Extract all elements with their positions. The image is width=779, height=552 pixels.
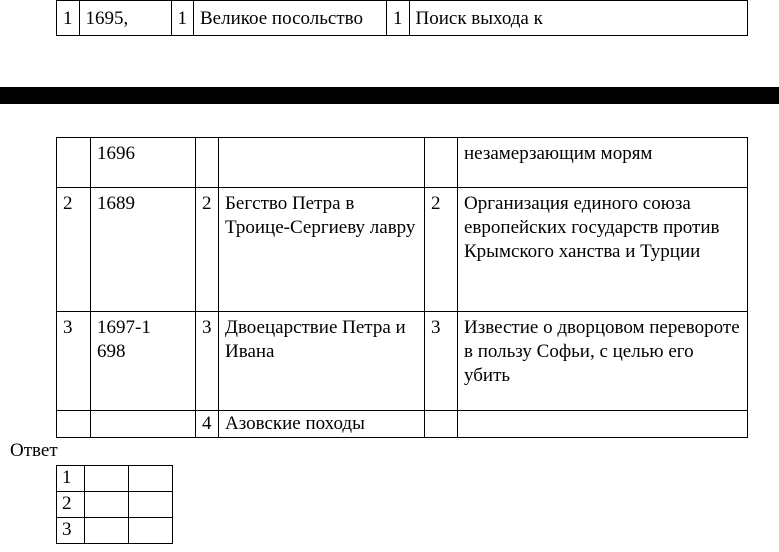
event-cell: Азовские походы <box>219 411 425 438</box>
event-number-cell: 1 <box>171 1 194 36</box>
answer-table <box>56 465 173 544</box>
event-cell: Двоецарствие Петра и Ивана <box>219 312 425 411</box>
answer-label: Ответ <box>10 440 58 461</box>
matching-table <box>56 137 748 438</box>
answer-number-cell: 3 <box>57 518 85 544</box>
answer-number-cell: 2 <box>57 492 85 518</box>
answer-input-cell[interactable] <box>85 518 129 544</box>
goal-cell: незамерзающим морям <box>458 138 748 188</box>
event-cell: Великое посольство <box>194 1 387 36</box>
table-row <box>57 466 173 492</box>
event-cell <box>219 138 425 188</box>
goal-cell <box>458 411 748 438</box>
date-cell: 1689 <box>91 188 196 312</box>
event-number-cell <box>196 138 219 188</box>
date-cell: 1695, <box>79 1 171 36</box>
goal-number-cell: 1 <box>387 1 410 36</box>
goal-cell: Известие о дворцовом перевороте в пользу Софьи, с целью его убить <box>458 312 748 411</box>
table-row <box>57 411 748 438</box>
answer-input-cell[interactable] <box>85 466 129 492</box>
table-row <box>57 492 173 518</box>
table-row <box>57 518 173 544</box>
left-number-cell: 1 <box>57 1 80 36</box>
event-number-cell: 2 <box>196 188 219 312</box>
table-row <box>57 1 748 36</box>
goal-number-cell: 2 <box>425 188 458 312</box>
event-number-cell: 3 <box>196 312 219 411</box>
goal-number-cell: 3 <box>425 312 458 411</box>
page-separator-band <box>0 87 779 104</box>
left-number-cell: 2 <box>57 188 91 312</box>
date-cell: 1696 <box>91 138 196 188</box>
goal-cell: Организация единого союза европейских государств против Крымского ханства и Турции <box>458 188 748 312</box>
top-table-fragment <box>56 0 748 36</box>
goal-cell: Поиск выхода к <box>409 1 748 36</box>
goal-number-cell <box>425 411 458 438</box>
answer-number-cell: 1 <box>57 466 85 492</box>
table-row <box>57 188 748 312</box>
table-row <box>57 312 748 411</box>
answer-input-cell[interactable] <box>129 518 173 544</box>
table-row <box>57 138 748 188</box>
date-cell <box>91 411 196 438</box>
goal-number-cell <box>425 138 458 188</box>
answer-input-cell[interactable] <box>85 492 129 518</box>
left-number-cell <box>57 411 91 438</box>
event-number-cell: 4 <box>196 411 219 438</box>
event-cell: Бегство Петра в Троице-Сергиеву лавру <box>219 188 425 312</box>
left-number-cell: 3 <box>57 312 91 411</box>
answer-input-cell[interactable] <box>129 492 173 518</box>
left-number-cell <box>57 138 91 188</box>
date-cell <box>91 312 196 411</box>
answer-input-cell[interactable] <box>129 466 173 492</box>
date-text: 1697-1698 <box>97 317 151 362</box>
